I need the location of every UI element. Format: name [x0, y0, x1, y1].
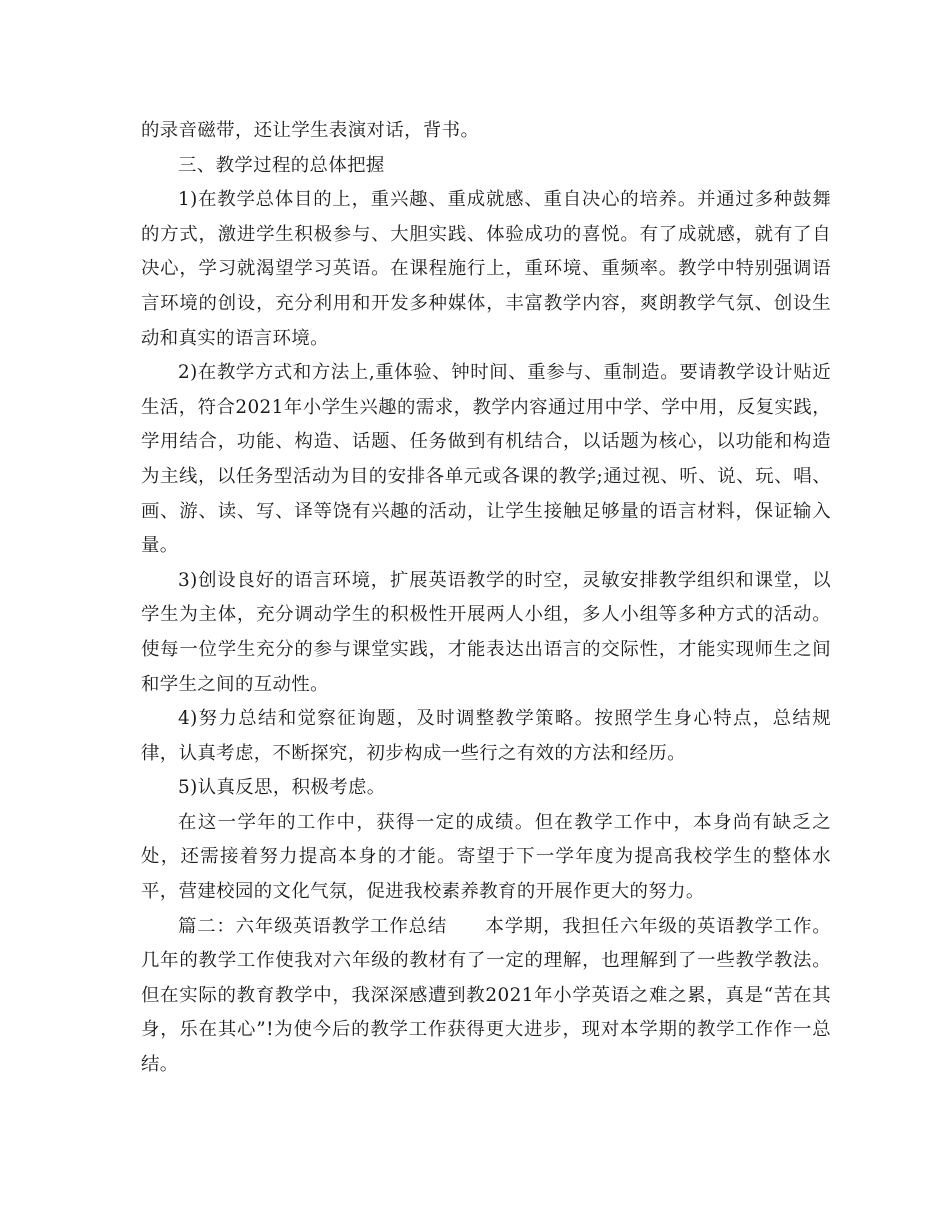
paragraph-point-2: 2)在教学方式和方法上,重体验、钟时间、重参与、重制造。要请教学设计贴近生活，符合2021年小学生兴趣的需求，教学内容通过用中学、学中用，反复实践，学用结合，功能、构造、话题、任务做到有机结合，以话题为核心，以功能和构造为主线，以任务型活动为目的安排各单元或各课的教学;通过视、听、说、玩、唱、画、游、读、写、译等饶有兴趣的活动，让学生接触足够量的语言材料，保证输入量。: [141, 362, 831, 557]
paragraph-point-5: 5)认真反思，积极考虑。: [178, 777, 386, 799]
paragraph-part-two: 篇二：六年级英语教学工作总结 本学期，我担任六年级的英语教学工作。几年的教学工作使我对六年级的教材有了一定的理解，也理解到了一些教学教法。但在实际的教育教学中，我深深感遭到教2021年小学英语之难之累，真是“苦在其身，乐在其心”!为使今后的教学工作获得更大进步，现对本学期的教学工作作一总结。: [141, 915, 831, 1076]
paragraph-continuation: 的录音磁带，还让学生表演对话，背书。: [141, 120, 480, 141]
document-body: [141, 114, 831, 1083]
section-heading: 三、教学过程的总体把握: [178, 154, 385, 176]
paragraph-point-1: 1)在教学总体目的上，重兴趣、重成就感、重自决心的培养。并通过多种鼓舞的方式，激进学生积极参与、大胆实践、体验成功的喜悦。有了成就感，就有了自决心，学习就渴望学习英语。在课程施行上，重环境、重频率。教学中特别强调语言环境的创设，充分利用和开发多种媒体，丰富教学内容，爽朗教学气氛、创设生动和真实的语言环境。: [141, 189, 831, 349]
paragraph-summary: 在这一学年的工作中，获得一定的成绩。但在教学工作中，本身尚有缺乏之处，还需接着努力提高本身的才能。寄望于下一学年度为提高我校学生的整体水平，营建校园的文化气氛，促进我校素养教育的开展作更大的努力。: [141, 811, 831, 903]
paragraph-point-3: 3)创设良好的语言环境，扩展英语教学的时空，灵敏安排教学组织和课堂，以学生为主体，充分调动学生的积极性开展两人小组，多人小组等多种方式的活动。使每一位学生充分的参与课堂实践，才能表达出语言的交际性，才能实现师生之间和学生之间的互动性。: [141, 569, 831, 695]
paragraph-point-4: 4)努力总结和觉察征询题，及时调整教学策略。按照学生身心特点，总结规律，认真考虑，不断探究，初步构成一些行之有效的方法和经历。: [141, 708, 831, 764]
